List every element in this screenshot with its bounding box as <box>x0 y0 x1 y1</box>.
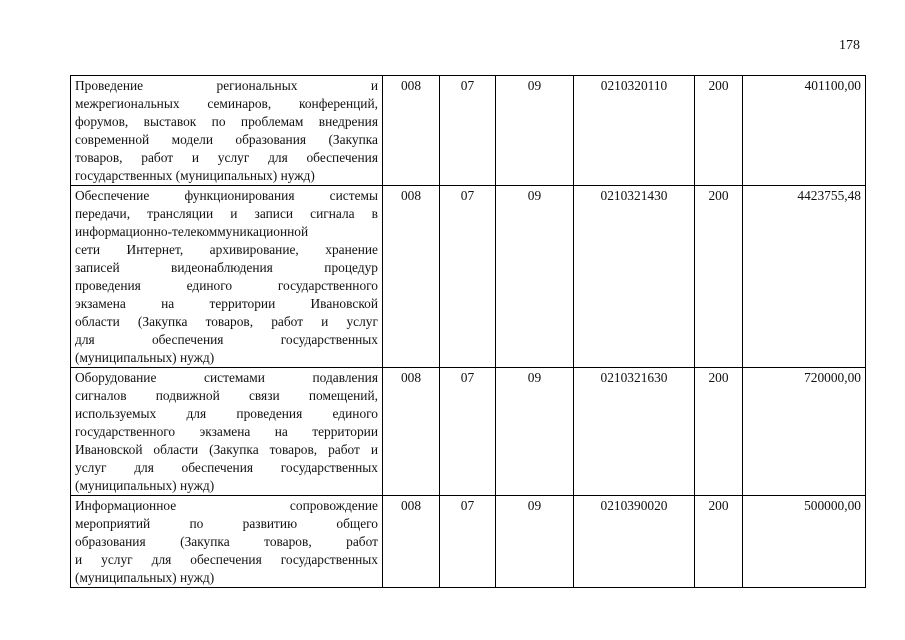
expense-name-line: информационно-телекоммуникационной <box>75 224 309 239</box>
expense-name-cell <box>71 186 383 368</box>
table-row <box>71 76 866 186</box>
expense-type-cell: 200 <box>695 76 743 186</box>
subsection-code-cell: 09 <box>496 496 574 588</box>
expense-name-line: используемых для проведения единого <box>75 406 378 421</box>
target-article-cell: 0210390020 <box>574 496 695 588</box>
expense-name-line: мероприятий по развитию общего <box>75 516 378 531</box>
expense-name-line: (муниципальных) нужд) <box>75 478 215 493</box>
section-code-cell: 07 <box>440 76 496 186</box>
table-row <box>71 496 866 588</box>
expense-name-line: Проведение региональных и <box>75 78 378 93</box>
section-code-cell: 07 <box>440 186 496 368</box>
expense-name-line: сети Интернет, архивирование, хранение <box>75 242 378 257</box>
table-row <box>71 368 866 496</box>
page-number: 178 <box>839 38 860 53</box>
expense-name-line: государственного экзамена на территории <box>75 424 378 439</box>
grbs-code-cell: 008 <box>383 76 440 186</box>
subsection-code-cell: 09 <box>496 76 574 186</box>
expense-name-cell <box>71 368 383 496</box>
subsection-code-cell: 09 <box>496 186 574 368</box>
grbs-code-cell: 008 <box>383 368 440 496</box>
subsection-code-cell: 09 <box>496 368 574 496</box>
expense-name-line: области (Закупка товаров, работ и услуг <box>75 314 378 329</box>
expense-name-line: Оборудование системами подавления <box>75 370 378 385</box>
expense-name-line: образования (Закупка товаров, работ <box>75 534 378 549</box>
expense-name-line: государственных (муниципальных) нужд) <box>75 168 315 183</box>
expense-name-line: для обеспечения государственных <box>75 332 378 347</box>
expense-name-line: передачи, трансляции и записи сигнала в <box>75 206 378 221</box>
expense-name-line: Информационное сопровождение <box>75 498 378 513</box>
expense-name-line: и услуг для обеспечения государственных <box>75 552 378 567</box>
expense-name-line: современной модели образования (Закупка <box>75 132 378 147</box>
expense-name-line: Обеспечение функционирования системы <box>75 188 378 203</box>
section-code-cell: 07 <box>440 368 496 496</box>
amount-cell: 720000,00 <box>743 368 866 496</box>
expense-name-line: услуг для обеспечения государственных <box>75 460 378 475</box>
amount-cell: 4423755,48 <box>743 186 866 368</box>
expense-type-cell: 200 <box>695 496 743 588</box>
expense-name-line: (муниципальных) нужд) <box>75 350 215 365</box>
expense-type-cell: 200 <box>695 186 743 368</box>
grbs-code-cell: 008 <box>383 496 440 588</box>
expense-name-line: сигналов подвижной связи помещений, <box>75 388 378 403</box>
amount-cell: 500000,00 <box>743 496 866 588</box>
target-article-cell: 0210321430 <box>574 186 695 368</box>
expense-name-line: форумов, выставок по проблемам внедрения <box>75 114 378 129</box>
expense-name-line: записей видеонаблюдения процедур <box>75 260 378 275</box>
amount-cell: 401100,00 <box>743 76 866 186</box>
section-code-cell: 07 <box>440 496 496 588</box>
expense-name-line: товаров, работ и услуг для обеспечения <box>75 150 378 165</box>
expense-name-line: межрегиональных семинаров, конференций, <box>75 96 378 111</box>
grbs-code-cell: 008 <box>383 186 440 368</box>
expense-name-line: экзамена на территории Ивановской <box>75 296 378 311</box>
expense-name-line: проведения единого государственного <box>75 278 378 293</box>
table-row <box>71 186 866 368</box>
expense-name-cell <box>71 76 383 186</box>
expense-name-line: Ивановской области (Закупка товаров, работ и <box>75 442 378 457</box>
expense-name-line: (муниципальных) нужд) <box>75 570 215 585</box>
expense-type-cell: 200 <box>695 368 743 496</box>
target-article-cell: 0210320110 <box>574 76 695 186</box>
target-article-cell: 0210321630 <box>574 368 695 496</box>
budget-table <box>70 75 866 588</box>
expense-name-cell <box>71 496 383 588</box>
